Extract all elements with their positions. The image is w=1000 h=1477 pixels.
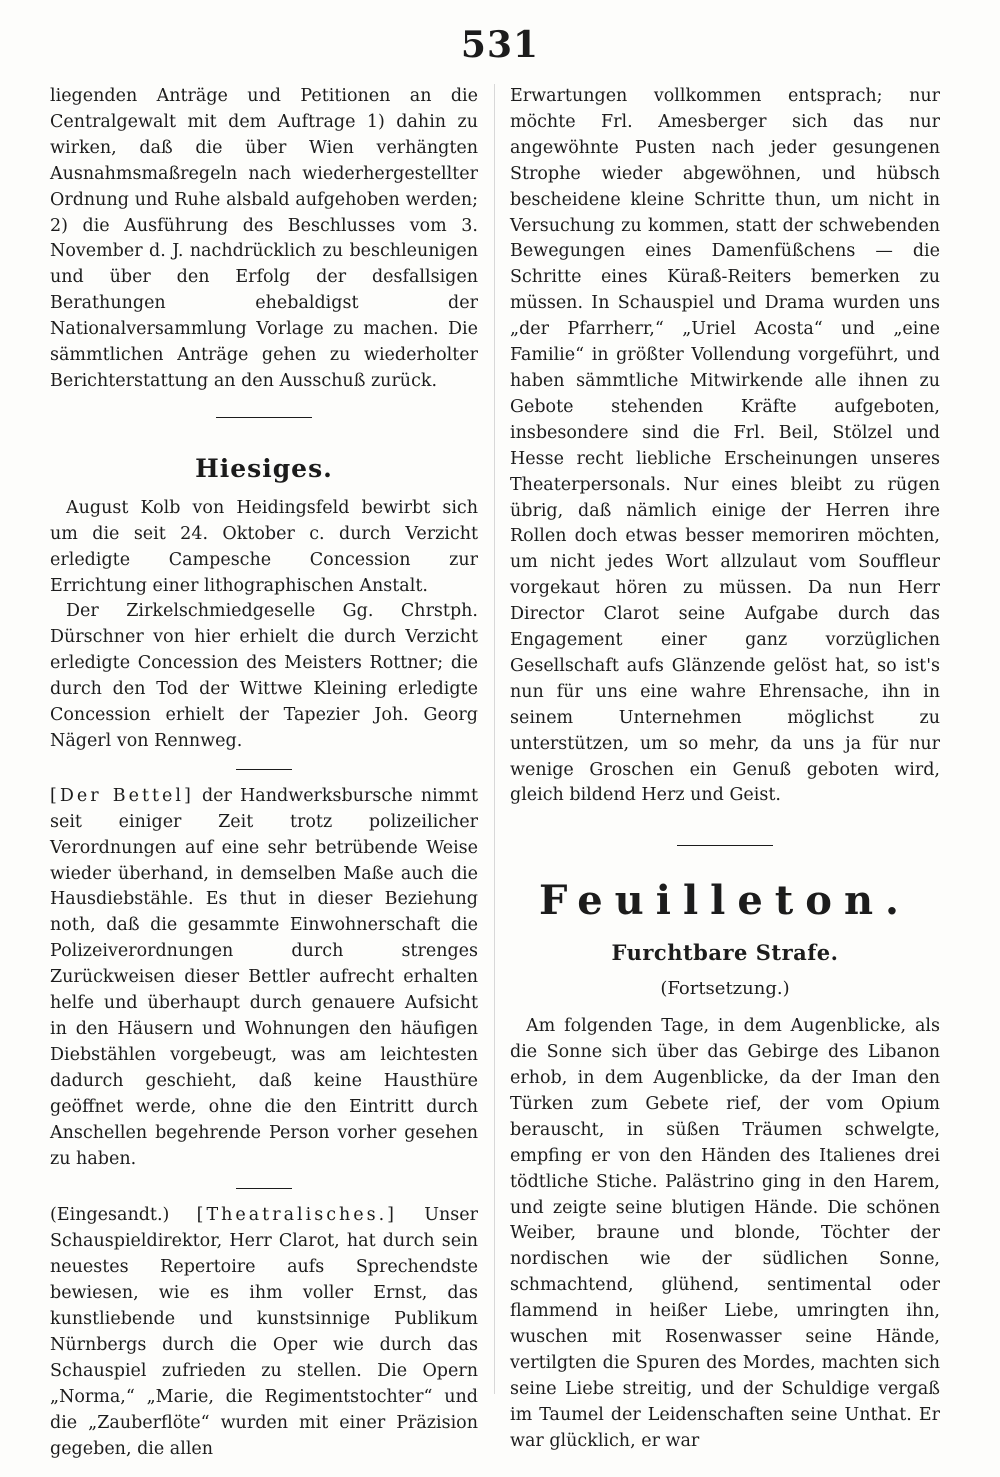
theater-prefix: (Eingesandt.) xyxy=(50,1205,197,1226)
theater-continuation: Erwartungen vollkommen entsprach; nur möchte Frl. Amesberger sich das nur angewöhnte Pusten nach jeder gesungenen Strophe wieder abgewöhnen, und hübsch bescheidene kleine Schritte thun, um nicht in Versuchung zu kommen, statt der schwebenden Bewegungen eines Damenfüßchens — die Schritte eines Küraß-Reiters bemerken zu müssen. In Schauspiel und Drama wurden uns „der Pfarrherr,“ „Uriel Acosta“ und „eine Familie“ in größter Vollendung vorgeführt, und haben sämmtliche Mitwirkende alle ihnen zu Gebote stehenden Kräfte aufgeboten, insbesondere sind die Frl. Beil, Stölzel und Hesse recht liebliche Erscheinungen unseres Theaterpersonals. Nur eines bleibt zu rügen übrig, daß nämlich einige der Herren ihre Rollen doch etwas besser memoriren möchten, um nicht jedes Wort allzulaut vom Souffleur vorgekaut hören zu müssen. Da nun Herr Director Clarot seine Aufgabe durch das Engagement einer ganz vorzüglichen Gesellschaft aufs Glänzende gelöst hat, so ist's nun für uns eine wahre Ehrensache, ihn in seinem Unternehmen möglichst zu unterstützen, um so mehr, da uns ja für nur wenige Groschen ein Genuß geboten wird, gleich bildend Herz und Geist. xyxy=(510,86,940,806)
article-kolb: August Kolb von Heidingsfeld bewirbt sich um die seit 24. Oktober c. durch Verzicht erledigte Campesche Concession zur Errichtung einer lithographischen Anstalt. xyxy=(50,497,478,596)
section-heading-hiesiges: Hiesiges. xyxy=(195,453,333,483)
article-bettel xyxy=(50,784,478,1173)
left-column xyxy=(50,84,478,1463)
column-divider xyxy=(494,84,495,1394)
theater-text: Unser Schauspieldirektor, Herr Clarot, hat durch sein neuestes Repertoire aufs Sprechendste bewiesen, wie es ihm voller Ernst, das kunstliebende und kunstsinnige Publikum Nürnbergs durch die Oper wie durch das Schauspiel zufrieden zu stellen. Die Opern „Norma,“ „Marie, die Regimentstochter“ und die „Zauberflöte“ wurden mit einer Präzision gegeben, die allen xyxy=(50,1205,478,1459)
continuation-paragraph: liegenden Anträge und Petitionen an die Centralgewalt mit dem Auftrage 1) dahin zu wirken, daß die über Wien verhängten Ausnahmsmaßregeln nach wiederhergestellter Ordnung und Ruhe alsbald aufgehoben werden; 2) die Ausführung des Beschlusses vom 3. November d. J. nachdrücklich zu beschleunigen und über den Erfolg der desfallsigen Berathungen ehebaldigst der Nationalversammlung Vorlage zu machen. Die sämmtlichen Anträge gehen zu wiederholter Berichterstattung an den Ausschuß zurück. xyxy=(50,86,478,391)
theater-label: [Theatralisches.] xyxy=(196,1205,397,1226)
bettel-label: [Der Bettel] xyxy=(50,785,194,806)
bettel-text: der Handwerksbursche nimmt seit einiger Zeit trotz polizeilicher Verordnungen auf eine sehr betrübende Weise wieder überhand, in demselben Maße auch die Hausdiebstähle. Es thut in dieser Beziehung noth, daß die gesammte Einwohnerschaft die Polizeiverordnungen durch strenges Zurückweisen dieser Bettler aufrecht erhalten helfe und überhaupt durch genauere Aufsicht in den Häusern und Wohnungen den häufigen Diebstählen vorgebeugt, was am leichtesten dadurch geschieht, daß keine Hausthüre geöffnet werde, ohne die den Eintritt durch Anschellen begehrende Person vorher gesehen zu haben. xyxy=(50,785,478,1169)
feuilleton-heading: Feuilleton. xyxy=(539,877,911,925)
story-title: Furchtbare Strafe. xyxy=(611,940,839,966)
article-duerschner: Der Zirkelschmiedgeselle Gg. Chrstph. Dürschner von hier erhielt die durch Verzicht erledigte Concession des Meisters Rottner; die durch den Tod der Wittwe Kleining erledigte Concession erhielt der Tapezier Joh. Georg Nägerl von Rennweg. xyxy=(50,601,478,751)
article-theater xyxy=(50,1203,478,1462)
page-number: 531 xyxy=(460,24,540,66)
story-text: Am folgenden Tage, in dem Augenblicke, als die Sonne sich über das Gebirge des Libanon erhob, in dem Augenblicke, da der Iman den Türken zum Gebete rief, der vom Opium berauscht, in süßen Träumen schwelgte, empfing er von den Händen des Italienes drei tödtliche Stiche. Palästrino ging in den Harem, und zeigte seine blutigen Hände. Die schönen Weiber, braune und blonde, Töchter der nordischen wie der südlichen Sonne, schmachtend, glühend, sentimental oder flammend in heißer Liebe, umringten ihn, wuschen mit Rosenwasser seine Hände, vertilgten die Spuren des Mordes, machten sich seine Liebe streitig, und der Schuldige vergaß im Taumel der Leidenschaften seine Unthat. Er war glücklich, er war xyxy=(510,1016,940,1451)
right-column xyxy=(510,84,940,1455)
story-subtitle: (Fortsetzung.) xyxy=(660,978,790,1000)
